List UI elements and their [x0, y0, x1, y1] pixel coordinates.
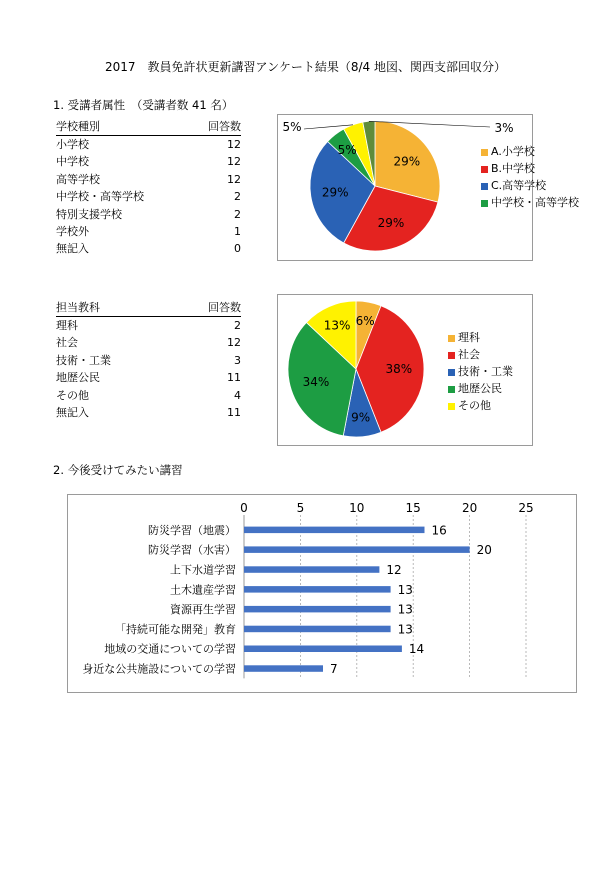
row-value: 12: [227, 336, 241, 350]
table-row: [56, 223, 241, 240]
section-2-heading: 2. 今後受けてみたい講習: [53, 463, 183, 477]
legend-swatch-icon: [481, 149, 488, 156]
row-value: 2: [234, 207, 241, 221]
legend-swatch-icon: [481, 183, 488, 190]
table-row: [56, 136, 241, 154]
row-value: 11: [227, 406, 241, 420]
bar-value-label: 14: [408, 642, 425, 657]
row-label: 中学校・高等学校: [56, 190, 144, 204]
x-tick-label: 20: [461, 501, 478, 515]
row-label: 高等学校: [56, 172, 100, 186]
bar: [244, 626, 391, 633]
legend-label: その他: [458, 399, 491, 412]
page-title: 2017 教員免許状更新講習アンケート結果（8/4 地図、関西支部回収分）: [105, 60, 506, 74]
category-label: 防災学習（地震）: [148, 523, 236, 537]
table-row: [56, 404, 241, 421]
pie-data-label: 5%: [337, 143, 357, 157]
pie1-legend: [481, 145, 581, 213]
legend-item: [448, 399, 528, 413]
legend-item: [448, 331, 528, 345]
x-tick-label: 5: [296, 501, 305, 515]
table-row: [56, 352, 241, 369]
legend-swatch-icon: [448, 335, 455, 342]
pie-data-label: 9%: [351, 410, 371, 425]
subject-table: [56, 300, 241, 421]
x-tick-label: 15: [405, 501, 421, 515]
bar: [244, 665, 323, 672]
desired-courses-bar-svg: [68, 495, 576, 692]
row-label: 理科: [56, 319, 78, 332]
row-value: 3: [234, 353, 241, 367]
bar-value-label: 13: [397, 602, 413, 617]
school-type-pie-chart: [277, 114, 579, 261]
category-label: 上下水道学習: [170, 563, 236, 577]
header-school-type: 学校種別: [56, 119, 196, 136]
legend-swatch-icon: [481, 200, 488, 207]
bar: [244, 566, 379, 573]
bar: [244, 646, 402, 653]
pie-data-label: 38%: [385, 362, 413, 376]
bar-value-label: 12: [386, 563, 402, 577]
row-label: 小学校: [56, 138, 89, 151]
category-label: 地域の交通についての学習: [104, 642, 236, 656]
legend-label: B.中学校: [491, 162, 536, 175]
legend-label: 理科: [458, 331, 480, 344]
school-type-table: [56, 119, 241, 258]
row-label: 地歴公民: [56, 371, 100, 385]
row-label: その他: [56, 388, 89, 402]
bar-value-label: 13: [397, 582, 413, 597]
legend-item: [448, 348, 528, 362]
category-label: 土木遺産学習: [170, 583, 236, 597]
category-label: 身近な公共施設についての学習: [82, 662, 236, 676]
legend-item: [448, 382, 528, 396]
table-row: [56, 317, 241, 335]
pie-data-label: 29%: [321, 185, 349, 200]
legend-swatch-icon: [448, 369, 455, 376]
table-row: [56, 171, 241, 188]
row-label: 無記入: [56, 242, 89, 256]
legend-label: 地歴公民: [458, 382, 502, 395]
legend-item: [481, 145, 581, 159]
x-tick-label: 0: [240, 501, 248, 515]
table-row: [56, 153, 241, 170]
category-label: 資源再生学習: [170, 603, 236, 617]
pie-data-label: 3%: [494, 121, 514, 135]
pie-data-label: 29%: [377, 216, 405, 230]
legend-swatch-icon: [481, 166, 488, 173]
row-value: 12: [227, 138, 241, 151]
legend-label: 技術・工業: [458, 365, 513, 378]
bar: [244, 527, 425, 534]
table-header-row: [56, 119, 241, 136]
row-value: 12: [227, 172, 241, 186]
table-row: [56, 188, 241, 205]
legend-swatch-icon: [448, 386, 455, 393]
legend-label: 中学校・高等学校: [491, 196, 579, 209]
bar-value-label: 16: [431, 523, 447, 538]
row-value: 2: [234, 319, 241, 332]
table-header-row: [56, 300, 241, 317]
legend-label: C.高等学校: [491, 179, 547, 192]
legend-item: [448, 365, 528, 379]
table-row: [56, 387, 241, 404]
legend-swatch-icon: [448, 403, 455, 410]
pie-data-label: 13%: [323, 318, 351, 333]
legend-item: [481, 196, 581, 210]
bar-value-label: 7: [330, 662, 338, 676]
header-subject: 担当教科: [56, 300, 196, 317]
row-label: 無記入: [56, 406, 89, 420]
legend-swatch-icon: [448, 352, 455, 359]
category-label: 「持続可能な開発」教育: [115, 622, 236, 636]
pie-data-label: 6%: [355, 313, 375, 328]
row-value: 2: [234, 190, 241, 204]
header-response-count: 回答数: [196, 300, 241, 317]
table-row: [56, 206, 241, 223]
table-row: [56, 369, 241, 386]
table-row: [56, 334, 241, 351]
row-label: 社会: [56, 336, 78, 350]
bar-value-label: 13: [397, 622, 413, 637]
x-tick-label: 10: [349, 501, 365, 515]
bar: [244, 546, 470, 553]
row-label: 中学校: [56, 155, 89, 169]
subject-pie-chart: [277, 294, 533, 446]
row-value: 1: [234, 225, 241, 239]
desired-courses-bar-chart: [67, 494, 577, 693]
bar-value-label: 20: [476, 543, 492, 558]
row-value: 12: [227, 155, 241, 169]
x-tick-label: 25: [518, 501, 534, 515]
row-label: 学校外: [56, 225, 89, 239]
pie-data-label: 5%: [282, 120, 302, 134]
bar: [244, 606, 391, 613]
pie2-legend: [448, 331, 528, 416]
legend-item: [481, 179, 581, 193]
section-1-heading: 1. 受講者属性 （受講者数 41 名）: [53, 98, 234, 112]
header-response-count: 回答数: [196, 119, 241, 136]
pie-data-label: 29%: [393, 154, 421, 169]
legend-label: 社会: [458, 348, 480, 361]
row-value: 11: [227, 371, 241, 385]
legend-label: A.小学校: [491, 145, 535, 158]
row-value: 4: [234, 388, 241, 402]
bar: [244, 586, 391, 593]
pie-data-label: 34%: [302, 375, 330, 389]
row-value: 0: [234, 242, 241, 256]
row-label: 技術・工業: [56, 353, 111, 367]
legend-item: [481, 162, 581, 176]
category-label: 防災学習（水害）: [148, 543, 236, 557]
row-label: 特別支援学校: [56, 207, 122, 221]
table-row: [56, 240, 241, 257]
